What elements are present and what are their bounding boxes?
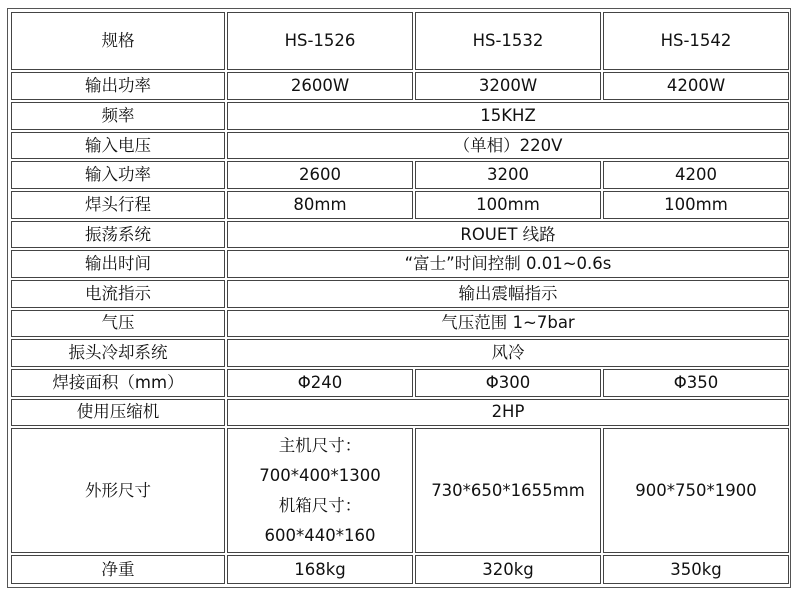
row-label: 外形尺寸 bbox=[11, 428, 225, 553]
cell-value: 2600 bbox=[227, 161, 413, 189]
cell-value: Φ240 bbox=[227, 369, 413, 397]
row-label: 气压 bbox=[11, 310, 225, 338]
row-label: 使用压缩机 bbox=[11, 399, 225, 427]
row-label: 净重 bbox=[11, 555, 225, 584]
dimension-line: 机箱尺寸： bbox=[278, 495, 362, 515]
table-row-head-cooling bbox=[11, 339, 789, 367]
row-label: 输出功率 bbox=[11, 72, 225, 100]
table-row-net-weight bbox=[11, 555, 789, 584]
row-label: 电流指示 bbox=[11, 280, 225, 308]
table-row-compressor bbox=[11, 399, 789, 427]
cell-value: 4200 bbox=[603, 161, 789, 189]
cell-value-multiline bbox=[227, 428, 413, 553]
cell-value: 风冷 bbox=[227, 339, 789, 367]
cell-value: 320kg bbox=[415, 555, 601, 584]
row-label: 输入电压 bbox=[11, 132, 225, 160]
dimension-line: 主机尺寸： bbox=[278, 435, 362, 455]
table-row-header bbox=[11, 12, 789, 70]
cell-value: （单相）220V bbox=[227, 132, 789, 160]
cell-value: 输出震幅指示 bbox=[227, 280, 789, 308]
cell-value: 2600W bbox=[227, 72, 413, 100]
row-label: 焊头行程 bbox=[11, 191, 225, 219]
model-hs-1532: HS-1532 bbox=[415, 12, 601, 70]
table-row-output-time bbox=[11, 250, 789, 278]
table-row-head-stroke bbox=[11, 191, 789, 219]
table-row-weld-area bbox=[11, 369, 789, 397]
cell-value: Φ300 bbox=[415, 369, 601, 397]
dimension-line: 700*400*1300 bbox=[259, 465, 381, 485]
cell-value: 900*750*1900 bbox=[603, 428, 789, 553]
cell-value: 3200 bbox=[415, 161, 601, 189]
cell-value: 168kg bbox=[227, 555, 413, 584]
cell-value: 15KHZ bbox=[227, 102, 789, 130]
table-row-current-indicator bbox=[11, 280, 789, 308]
cell-value: 气压范围 1~7bar bbox=[227, 310, 789, 338]
cell-value: 730*650*1655mm bbox=[415, 428, 601, 553]
row-label: 振荡系统 bbox=[11, 221, 225, 249]
table-row-oscillation-system bbox=[11, 221, 789, 249]
table-row-input-voltage bbox=[11, 132, 789, 160]
table-row-output-power bbox=[11, 72, 789, 100]
header-label: 规格 bbox=[11, 12, 225, 70]
row-label: 频率 bbox=[11, 102, 225, 130]
table-row-air-pressure bbox=[11, 310, 789, 338]
cell-value: “富士”时间控制 0.01~0.6s bbox=[227, 250, 789, 278]
row-label: 输出时间 bbox=[11, 250, 225, 278]
cell-value: Φ350 bbox=[603, 369, 789, 397]
cell-value: 3200W bbox=[415, 72, 601, 100]
model-hs-1526: HS-1526 bbox=[227, 12, 413, 70]
table-row-frequency bbox=[11, 102, 789, 130]
cell-value: ROUET 线路 bbox=[227, 221, 789, 249]
row-label: 焊接面积（mm） bbox=[11, 369, 225, 397]
cell-value: 350kg bbox=[603, 555, 789, 584]
row-label: 振头冷却系统 bbox=[11, 339, 225, 367]
cell-value: 100mm bbox=[603, 191, 789, 219]
table-row-dimensions bbox=[11, 428, 789, 553]
cell-value: 2HP bbox=[227, 399, 789, 427]
model-hs-1542: HS-1542 bbox=[603, 12, 789, 70]
cell-value: 80mm bbox=[227, 191, 413, 219]
row-label: 输入功率 bbox=[11, 161, 225, 189]
dimension-line: 600*440*160 bbox=[264, 525, 376, 545]
cell-value: 100mm bbox=[415, 191, 601, 219]
table-row-input-power bbox=[11, 161, 789, 189]
spec-table bbox=[9, 10, 791, 586]
cell-value: 4200W bbox=[603, 72, 789, 100]
